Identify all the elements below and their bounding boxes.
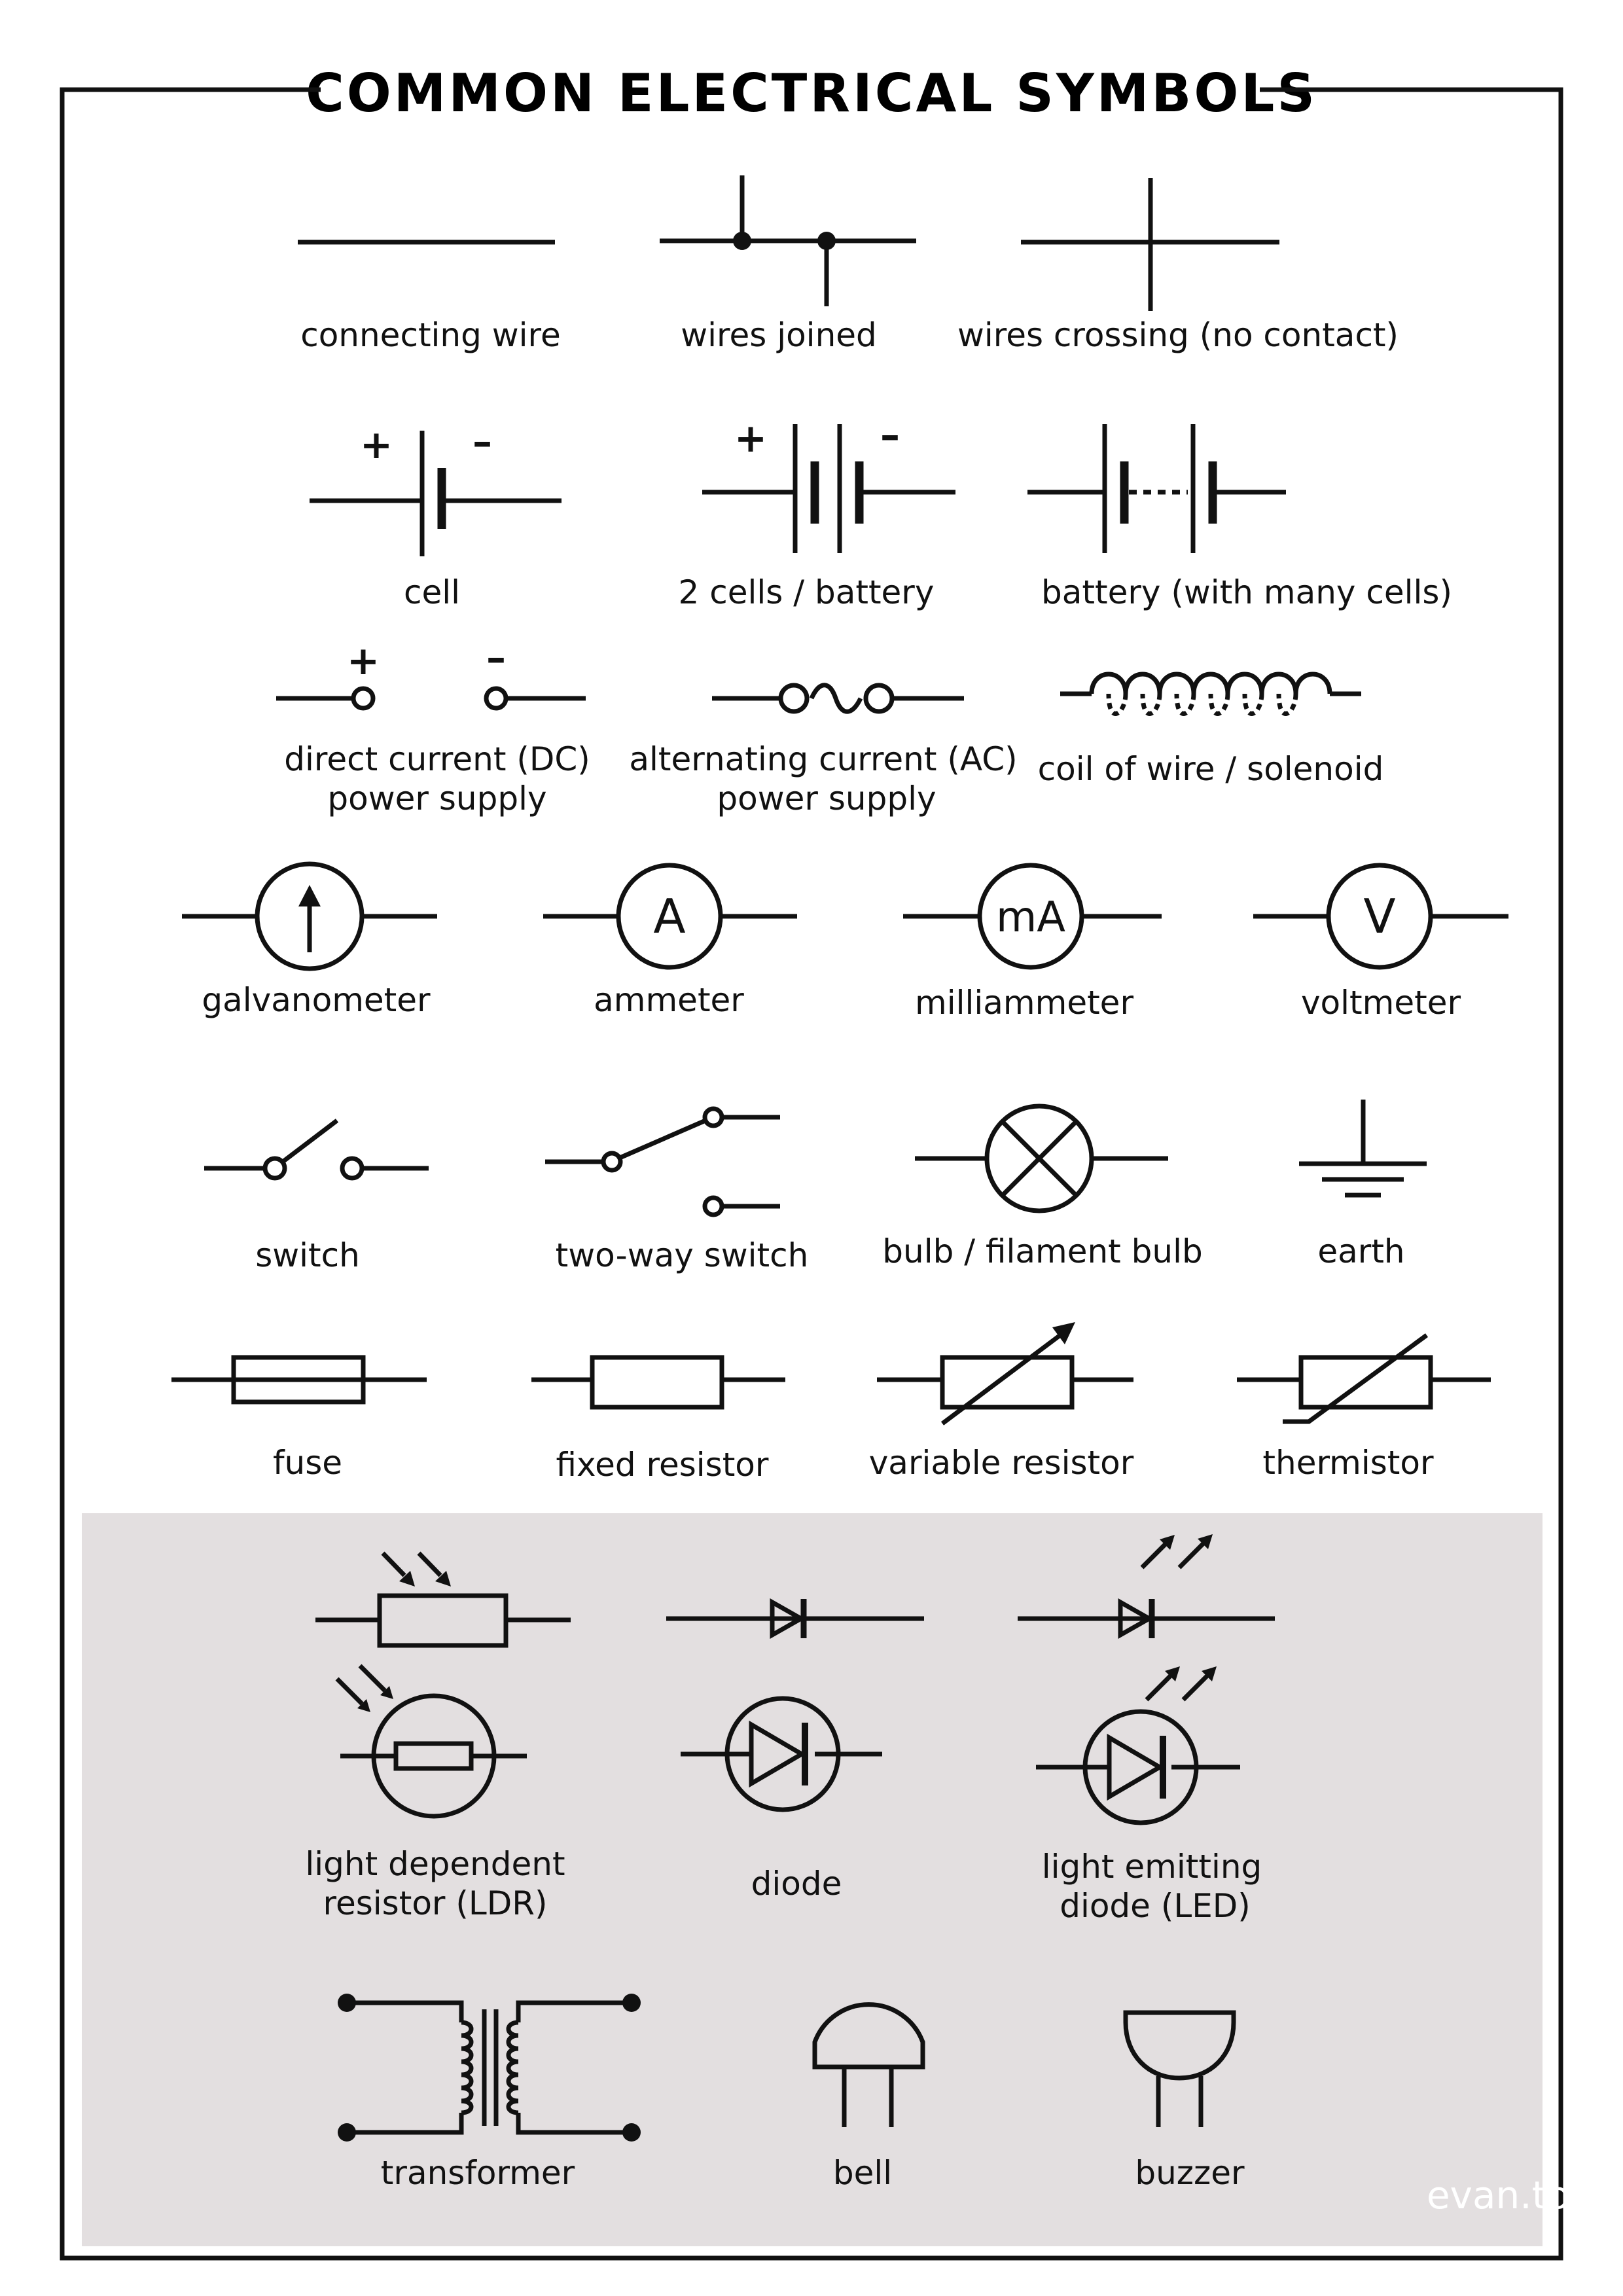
label-fuse: fuse: [272, 1444, 343, 1482]
label-galvanometer: galvanometer: [202, 981, 431, 1019]
label-two-way-switch: two-way switch: [555, 1236, 809, 1274]
variable-resistor-symbol: [877, 1322, 1133, 1424]
label-led-line2: diode (LED): [1060, 1887, 1251, 1925]
battery-minus: –: [880, 412, 900, 458]
label-transformer: transformer: [380, 2154, 575, 2192]
label-battery-many: battery (with many cells): [1041, 573, 1452, 611]
switch-symbol: [204, 1121, 429, 1178]
label-two-cells: 2 cells / battery: [678, 573, 935, 611]
label-ac-line1: alternating current (AC): [629, 740, 1018, 778]
label-milliammeter: milliammeter: [914, 984, 1134, 1022]
label-ldr-line1: light dependent: [305, 1845, 565, 1883]
two-way-switch-symbol: [545, 1109, 780, 1215]
label-buzzer: buzzer: [1135, 2154, 1245, 2192]
author-credit: evan.toh: [1427, 2173, 1594, 2217]
label-ammeter: ammeter: [594, 981, 744, 1019]
wires-crossing-symbol: [1021, 178, 1279, 311]
label-led-line1: light emitting: [1041, 1848, 1262, 1886]
ac-supply-symbol: [712, 685, 964, 712]
milliammeter-letters: mA: [995, 893, 1066, 942]
dc-supply-symbol: [276, 689, 586, 708]
label-cell: cell: [403, 573, 461, 611]
label-ac-line2: power supply: [717, 780, 936, 817]
label-diode: diode: [751, 1865, 842, 1903]
label-wires-crossing: wires crossing (no contact): [957, 316, 1399, 354]
label-dc-line2: power supply: [327, 780, 547, 817]
label-switch: switch: [255, 1236, 360, 1274]
label-wires-joined: wires joined: [681, 316, 877, 354]
page-title: COMMON ELECTRICAL SYMBOLS: [279, 63, 1344, 124]
cell-minus: –: [473, 419, 492, 465]
label-bell: bell: [832, 2154, 893, 2192]
label-ldr-line2: resistor (LDR): [323, 1884, 548, 1922]
earth-symbol: [1299, 1100, 1427, 1195]
fuse-symbol: [171, 1357, 427, 1402]
dc-minus: –: [486, 635, 506, 681]
label-bulb: bulb / filament bulb: [882, 1232, 1203, 1270]
bulb-symbol: [915, 1106, 1168, 1211]
galvanometer-symbol: [182, 864, 437, 969]
label-variable-resistor: variable resistor: [868, 1444, 1134, 1482]
coil-symbol: [1060, 674, 1361, 713]
label-dc-line1: direct current (DC): [284, 740, 590, 778]
voltmeter-letter: V: [1363, 889, 1396, 944]
battery-plus: +: [734, 416, 768, 461]
thermistor-symbol: [1237, 1335, 1491, 1422]
battery-many-symbol: [1027, 424, 1286, 553]
dc-plus: +: [346, 638, 380, 684]
label-coil: coil of wire / solenoid: [1037, 750, 1384, 788]
fixed-resistor-symbol: [531, 1357, 785, 1407]
label-fixed-resistor: fixed resistor: [556, 1446, 769, 1484]
cell-symbol: [310, 431, 562, 556]
label-voltmeter: voltmeter: [1300, 984, 1461, 1022]
cell-plus: +: [359, 422, 393, 468]
label-connecting-wire: connecting wire: [300, 316, 561, 354]
ammeter-letter: A: [653, 889, 686, 944]
label-earth: earth: [1317, 1232, 1405, 1270]
wires-joined-symbol: [660, 175, 916, 306]
label-thermistor: thermistor: [1262, 1444, 1434, 1482]
